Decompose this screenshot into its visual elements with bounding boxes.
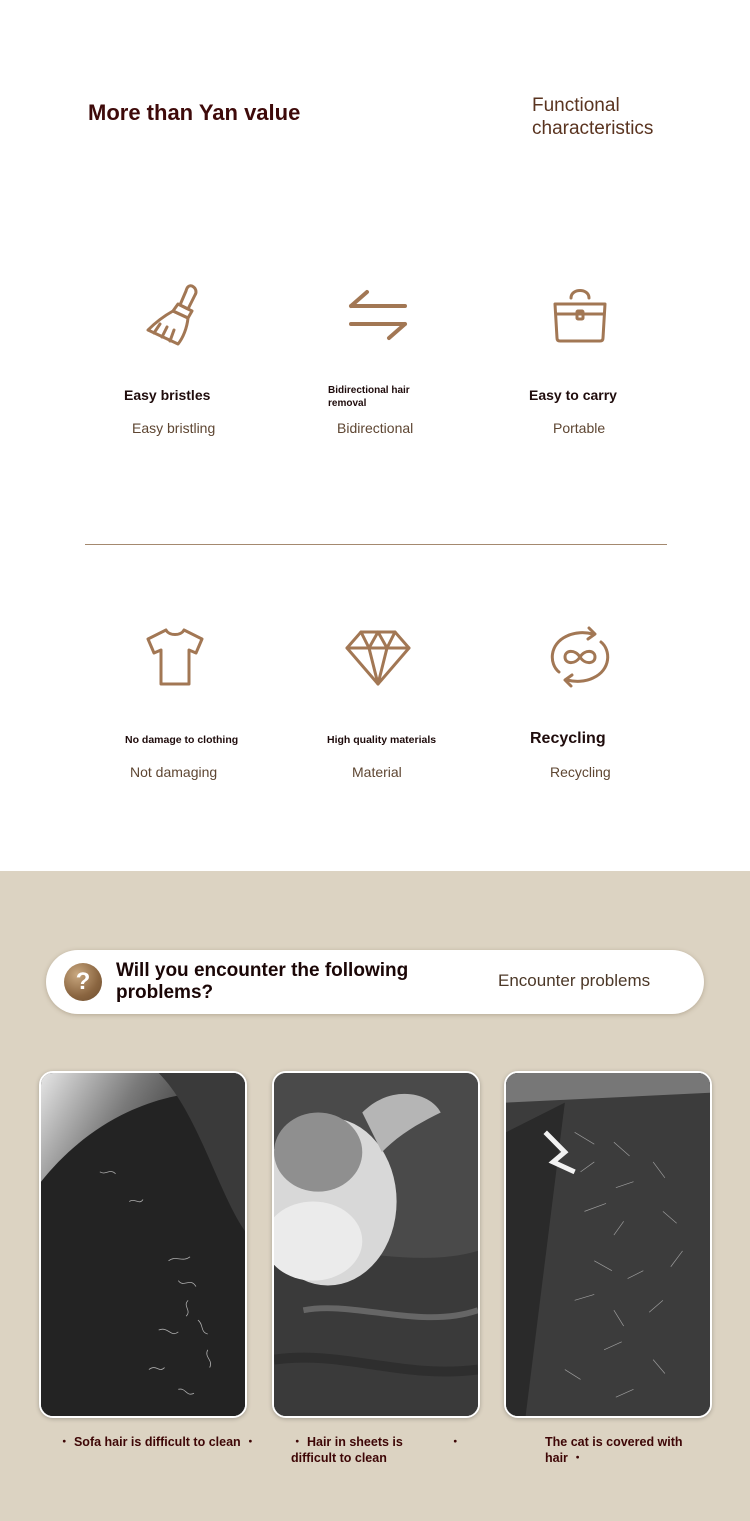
- feature-title: Easy bristles: [124, 387, 211, 403]
- problems-title: Will you encounter the following problems?: [116, 960, 409, 1003]
- handbag-icon: [545, 280, 615, 350]
- feature-title: Easy to carry: [529, 387, 617, 403]
- problems-label: Encounter problems: [498, 971, 651, 990]
- question-mark-icon: ?: [64, 963, 102, 1001]
- feature-bidirectional: [288, 280, 468, 350]
- sofa-hair-photo: [39, 1071, 247, 1418]
- feature-subtitle: Not damaging: [130, 764, 218, 780]
- photo-caption: ・ Hair in sheets is difficult to clean: [291, 1435, 403, 1465]
- diamond-icon: [343, 622, 413, 692]
- caption-dot: ・: [449, 1435, 462, 1449]
- feature-title: No damage to clothing: [125, 734, 239, 746]
- feature-no-damage: [85, 622, 265, 692]
- recycle-infinity-icon: [545, 622, 615, 692]
- photo-caption: ・ Sofa hair is difficult to clean ・: [58, 1435, 257, 1449]
- feature-subtitle: Easy bristling: [132, 420, 216, 436]
- brush-icon: [140, 280, 210, 350]
- feature-title: High quality materials: [327, 734, 437, 746]
- feature-material: [288, 622, 468, 692]
- feature-portable: [490, 280, 670, 350]
- section-title: More than Yan value: [88, 100, 301, 125]
- photo-caption: The cat is covered with hair ・: [545, 1435, 683, 1465]
- cat-hair-photo: [504, 1071, 712, 1418]
- section-subtitle: Functional characteristics: [532, 95, 654, 139]
- sheets-hair-photo: [272, 1071, 480, 1418]
- feature-recycling: [490, 622, 670, 692]
- feature-subtitle: Recycling: [550, 764, 611, 780]
- feature-easy-bristles: [85, 280, 265, 350]
- feature-subtitle: Bidirectional: [337, 420, 414, 436]
- tshirt-icon: [140, 622, 210, 692]
- problems-banner: [46, 950, 704, 1014]
- bidirectional-arrows-icon: [343, 280, 413, 350]
- feature-subtitle: Portable: [553, 420, 606, 436]
- feature-subtitle: Material: [352, 764, 402, 780]
- feature-title: Recycling: [530, 730, 606, 747]
- feature-title: Bidirectional hair removal: [328, 385, 410, 409]
- divider: [85, 544, 667, 545]
